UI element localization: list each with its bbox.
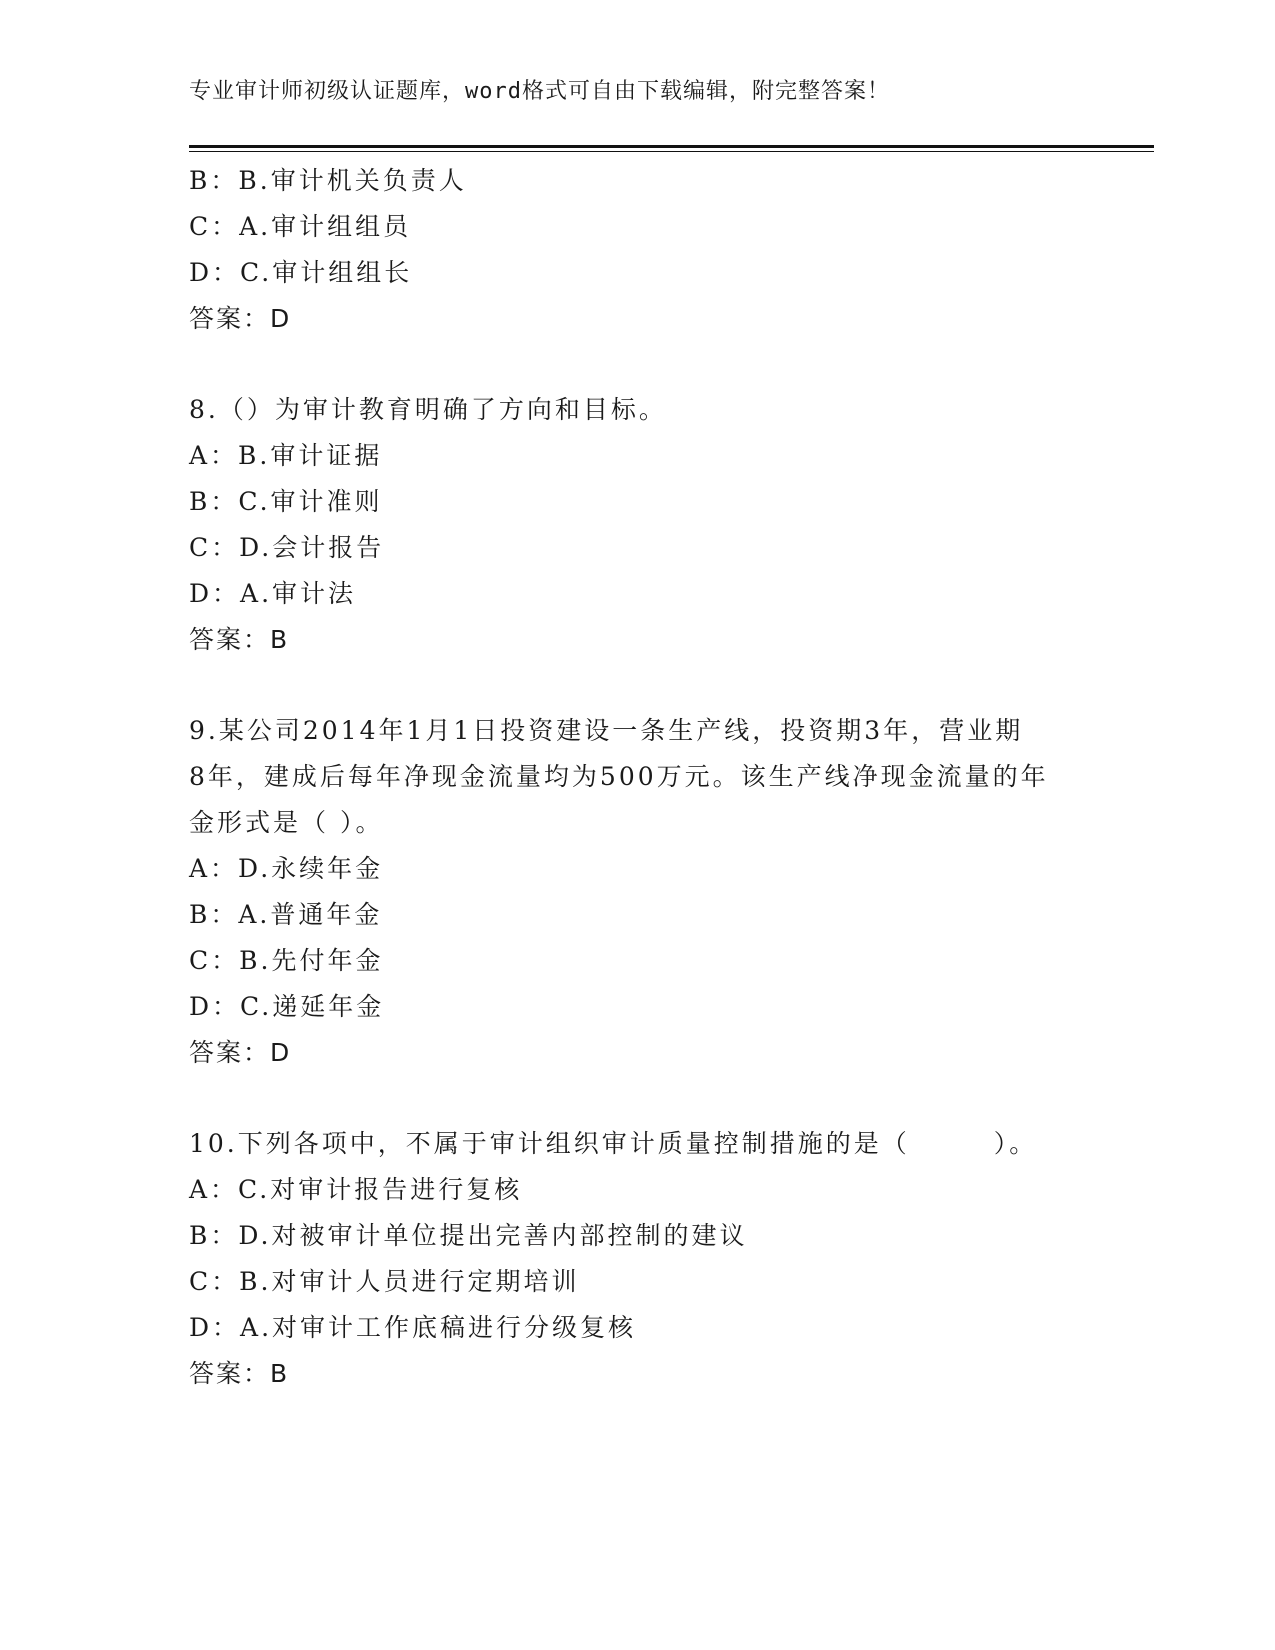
- question-stem-line-1: 9.某公司2014年1月1日投资建设一条生产线，投资期3年，营业期: [189, 716, 1024, 745]
- answer: 答案：B: [189, 1359, 290, 1388]
- question-10: [189, 1121, 1089, 1397]
- option-d: D：A.审计法: [189, 579, 357, 608]
- option-a: A：B.审计证据: [189, 441, 383, 470]
- header-rule-thick: [189, 145, 1154, 148]
- question-stem: 8.（）为审计教育明确了方向和目标。: [189, 395, 667, 424]
- header-rule-thin: [189, 151, 1154, 152]
- answer: 答案：B: [189, 625, 290, 654]
- answer: 答案：D: [189, 1038, 292, 1067]
- question-stem: 10.下列各项中，不属于审计组织审计质量控制措施的是（ ）。: [189, 1129, 1038, 1158]
- option-c: C：B.对审计人员进行定期培训: [189, 1267, 580, 1296]
- question-9: [189, 708, 1089, 1076]
- option-a: A：C.对审计报告进行复核: [189, 1175, 523, 1204]
- option-b: B：B.审计机关负责人: [189, 166, 467, 195]
- page-header: 专业审计师初级认证题库，word格式可自由下载编辑，附完整答案！: [189, 79, 890, 104]
- option-b: B：D.对被审计单位提出完善内部控制的建议: [189, 1221, 748, 1250]
- answer: 答案：D: [189, 304, 292, 333]
- question-list: [189, 158, 1089, 1397]
- option-b: B：A.普通年金: [189, 900, 383, 929]
- question-stem-line-2: 8年，建成后每年净现金流量均为500万元。该生产线净现金流量的年: [189, 762, 1049, 791]
- option-d: D：A.对审计工作底稿进行分级复核: [189, 1313, 637, 1342]
- option-c: C：A.审计组组员: [189, 212, 412, 241]
- question-stem-line-3: 金形式是（ ）。: [189, 808, 384, 837]
- option-c: C：D.会计报告: [189, 533, 385, 562]
- option-c: C：B.先付年金: [189, 946, 384, 975]
- option-b: B：C.审计准则: [189, 487, 383, 516]
- option-d: D：C.审计组组长: [189, 258, 413, 287]
- option-a: A：D.永续年金: [189, 854, 384, 883]
- option-d: D：C.递延年金: [189, 992, 385, 1021]
- question-8: [189, 387, 1089, 663]
- question-7: [189, 158, 1089, 342]
